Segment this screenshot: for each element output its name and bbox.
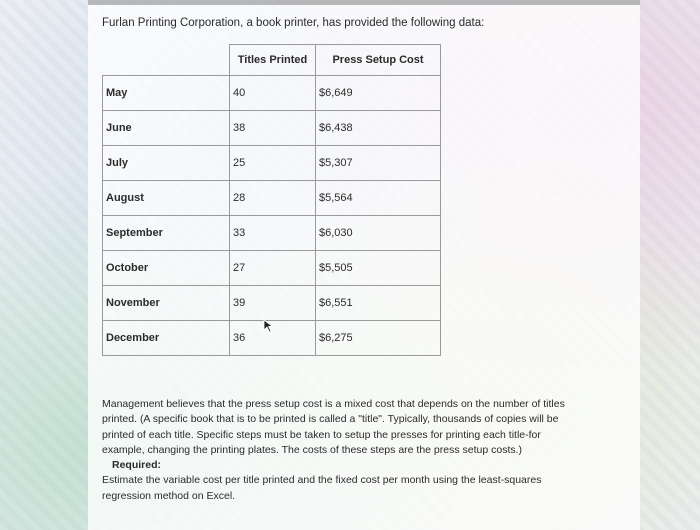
header-row [103, 45, 441, 76]
titles-cell: 27 [230, 251, 316, 286]
month-cell: May [103, 76, 230, 111]
titles-cell: 40 [230, 76, 316, 111]
month-cell: November [103, 286, 230, 321]
table-row [103, 286, 441, 321]
required-label: Required: [112, 459, 162, 472]
cost-cell: $6,275 [316, 321, 441, 356]
mouse-cursor-icon [262, 319, 276, 333]
titles-cell: 39 [230, 286, 316, 321]
cost-cell: $5,307 [316, 146, 441, 181]
month-cell: June [103, 111, 230, 146]
month-cell: December [103, 321, 230, 356]
cost-cell: $6,438 [316, 111, 441, 146]
cost-cell: $6,649 [316, 76, 441, 111]
cost-cell: $5,505 [316, 251, 441, 286]
table-row [103, 111, 441, 146]
header-month [103, 45, 230, 76]
titles-cell: 25 [230, 146, 316, 181]
titles-cell: 36 [230, 321, 316, 356]
cost-cell: $6,030 [316, 216, 441, 251]
description-paragraph: Management believes that the press setup cost is a mixed cost that depends on the number of titles printed. (A specific book that is to be printed is called a "title". Typically, thousands of copies will be printed of each title. Specific steps must be taken to setup the presses for printing each title-for example, changing the printing plates. The costs of these steps are the press setup costs.) [102, 398, 565, 456]
table-row [103, 76, 441, 111]
month-cell: October [103, 251, 230, 286]
header-press-setup-cost: Press Setup Cost [316, 45, 441, 76]
month-cell: August [103, 181, 230, 216]
titles-cell: 38 [230, 111, 316, 146]
data-table [102, 44, 441, 356]
required-text: Estimate the variable cost per title printed and the fixed cost per month using the least-squares regression method on Excel. [102, 474, 542, 502]
header-titles-printed: Titles Printed [230, 45, 316, 76]
table-row [103, 216, 441, 251]
intro-text: Furlan Printing Corporation, a book printer, has provided the following data: [102, 17, 485, 29]
question-text [102, 397, 582, 504]
month-cell: July [103, 146, 230, 181]
month-cell: September [103, 216, 230, 251]
titles-cell: 28 [230, 181, 316, 216]
table-row [103, 181, 441, 216]
table-row [103, 251, 441, 286]
cost-cell: $5,564 [316, 181, 441, 216]
titles-cell: 33 [230, 216, 316, 251]
table-row [103, 146, 441, 181]
cost-cell: $6,551 [316, 286, 441, 321]
